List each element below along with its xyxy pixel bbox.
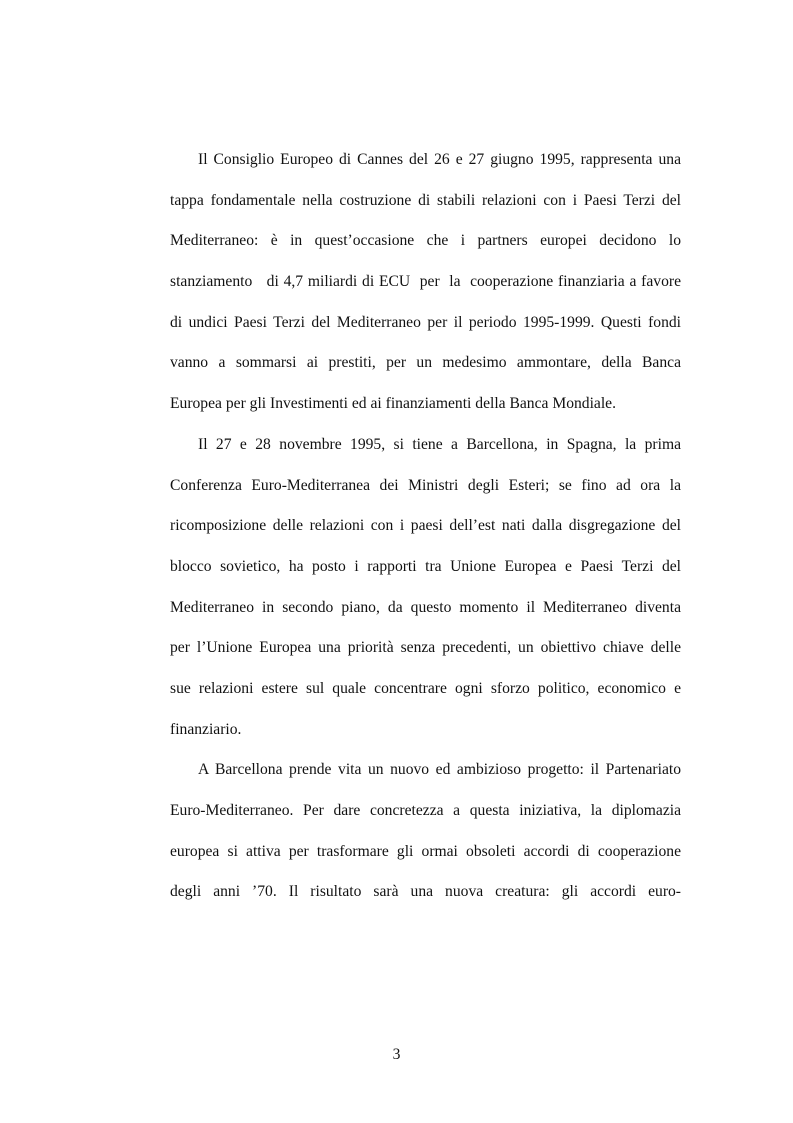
paragraph-2-line-8: finanziario.	[170, 720, 242, 738]
paragraph-2-line-6: per l’Unione Europea una priorità senza precedenti, un obiettivo chiave delle	[170, 639, 681, 657]
paragraph-1-line-5: di undici Paesi Terzi del Mediterraneo per il periodo 1995-1999. Questi fondi	[170, 313, 681, 331]
paragraph-3-line-1: A Barcellona prende vita un nuovo ed ambizioso progetto: il Partenariato	[198, 761, 681, 779]
paragraph-2-line-4: blocco sovietico, ha posto i rapporti tra Unione Europea e Paesi Terzi del	[170, 557, 681, 575]
body-text	[170, 145, 681, 918]
paragraph-1-line-7: Europea per gli Investimenti ed ai finanziamenti della Banca Mondiale.	[170, 395, 616, 413]
paragraph-2-line-2: Conferenza Euro-Mediterranea dei Ministri degli Esteri; se fino ad ora la	[170, 476, 681, 494]
paragraph-1-line-4: stanziamento di 4,7 miliardi di ECU per la cooperazione finanziaria a favore	[170, 273, 681, 291]
paragraph-1-line-6: vanno a sommarsi ai prestiti, per un medesimo ammontare, della Banca	[170, 354, 681, 372]
paragraph-1-line-2: tappa fondamentale nella costruzione di stabili relazioni con i Paesi Terzi del	[170, 191, 681, 209]
paragraph-2-line-1: Il 27 e 28 novembre 1995, si tiene a Barcellona, in Spagna, la prima	[198, 435, 681, 453]
paragraph-2-line-5: Mediterraneo in secondo piano, da questo momento il Mediterraneo diventa	[170, 598, 681, 616]
paragraph-3-line-2: Euro-Mediterraneo. Per dare concretezza a questa iniziativa, la diplomazia	[170, 802, 681, 819]
paragraph-1-line-3: Mediterraneo: è in quest’occasione che i partners europei decidono lo	[170, 232, 681, 250]
paragraph-3-line-4: degli anni ’70. Il risultato sarà una nuova creatura: gli accordi euro-	[170, 883, 681, 901]
paragraph-1-line-1: Il Consiglio Europeo di Cannes del 26 e 27 giugno 1995, rappresenta una	[198, 151, 681, 168]
paragraph-2-line-7: sue relazioni estere sul quale concentrare ogni sforzo politico, economico e	[170, 679, 681, 697]
paragraph-2-line-3: ricomposizione delle relazioni con i paesi dell’est nati dalla disgregazione del	[170, 517, 681, 535]
paragraph-3-line-3: europea si attiva per trasformare gli ormai obsoleti accordi di cooperazione	[170, 842, 681, 860]
page-number: 3	[392, 1046, 401, 1063]
